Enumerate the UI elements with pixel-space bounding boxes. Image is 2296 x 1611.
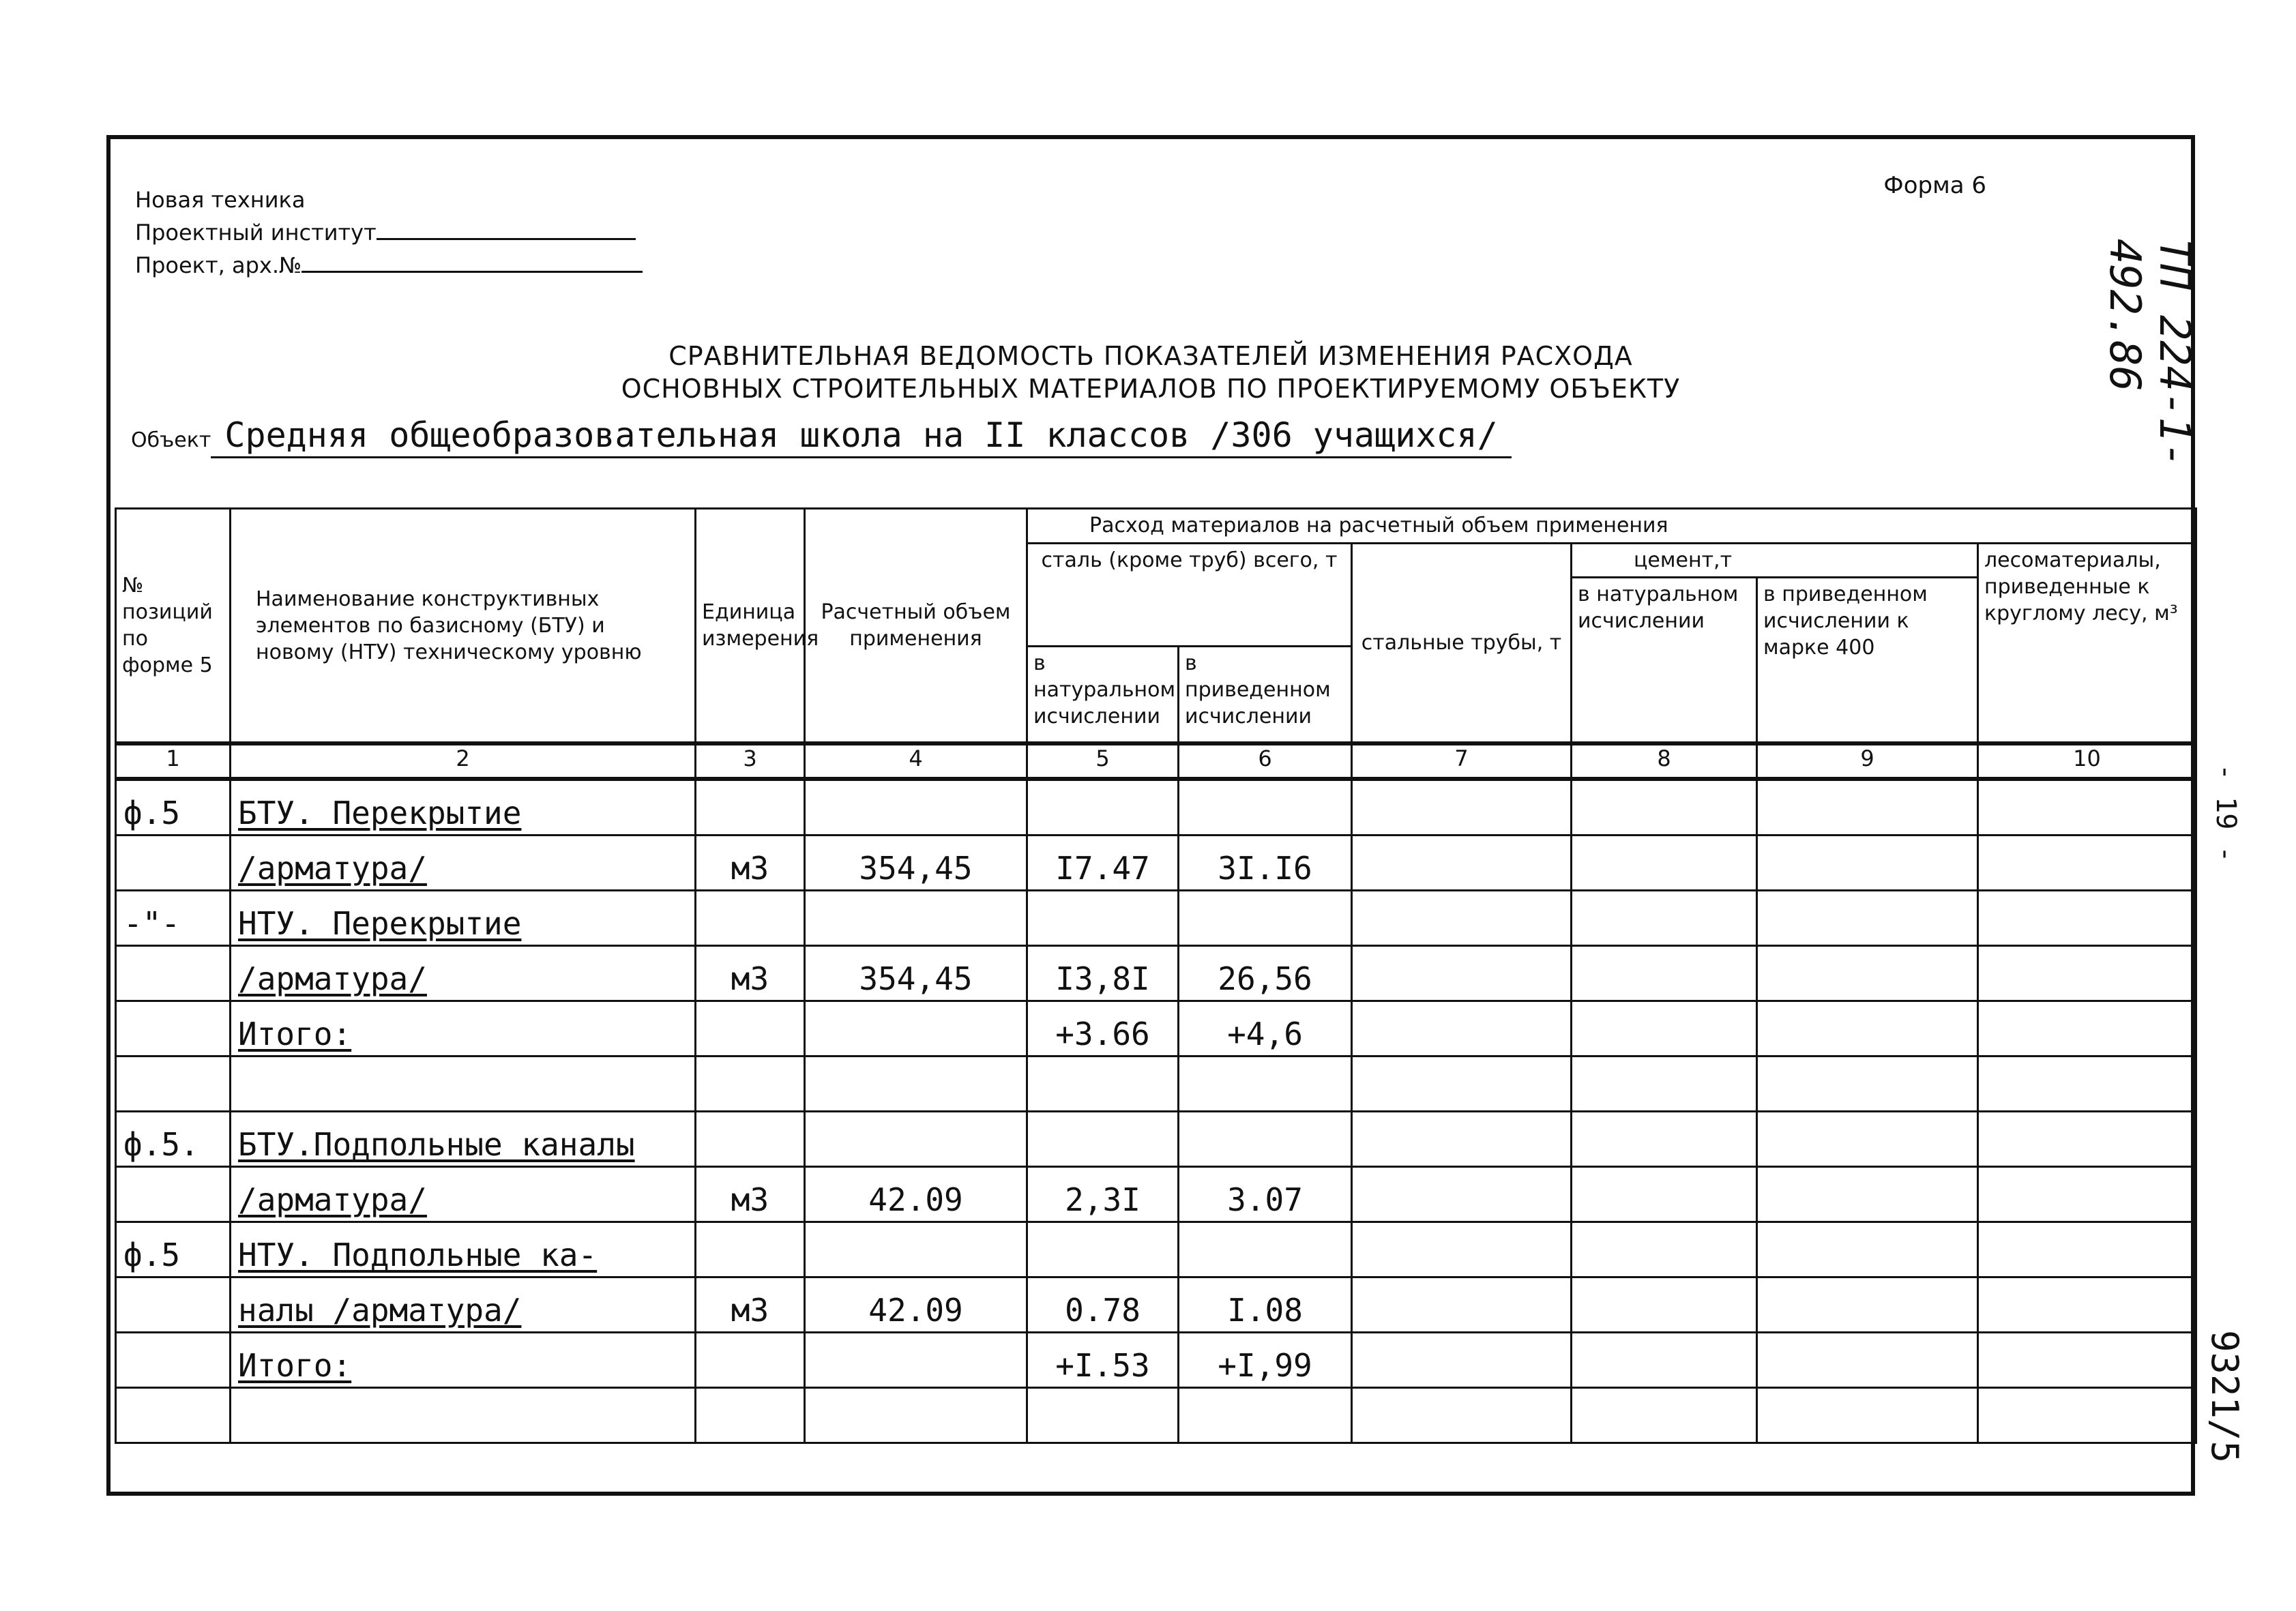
table-cell bbox=[116, 1056, 231, 1112]
table-cell bbox=[1572, 1333, 1757, 1388]
column-number: 7 bbox=[1352, 743, 1572, 779]
table-cell: 354,45 bbox=[805, 946, 1027, 1001]
table-cell: НТУ. Перекрытие bbox=[231, 891, 696, 946]
table-cell: +4,6 bbox=[1179, 1001, 1352, 1056]
table-cell bbox=[116, 1277, 231, 1333]
table-cell bbox=[1352, 1112, 1572, 1167]
table-cell bbox=[1352, 1333, 1572, 1388]
table-cell bbox=[805, 1001, 1027, 1056]
column-number: 2 bbox=[231, 743, 696, 779]
table-cell: /арматура/ bbox=[231, 1167, 696, 1222]
table-body bbox=[116, 779, 2196, 1443]
header-steel: сталь (кроме труб) всего, т bbox=[1027, 544, 1352, 647]
table-cell bbox=[696, 1001, 805, 1056]
table-cell bbox=[1757, 1333, 1978, 1388]
table-cell: БТУ. Перекрытие bbox=[231, 779, 696, 836]
column-number: 5 bbox=[1027, 743, 1179, 779]
table-row bbox=[116, 1001, 2196, 1056]
table-cell: 3.07 bbox=[1179, 1167, 1352, 1222]
table-cell bbox=[1572, 836, 1757, 891]
table-row bbox=[116, 946, 2196, 1001]
table-cell bbox=[1572, 1001, 1757, 1056]
header-line-3 bbox=[135, 252, 643, 278]
table-cell bbox=[805, 1333, 1027, 1388]
table-cell bbox=[1352, 1277, 1572, 1333]
table-cell bbox=[805, 1112, 1027, 1167]
table-row bbox=[116, 1388, 2196, 1443]
page-number: - 19 - bbox=[2210, 764, 2241, 863]
table-cell: 3I.I6 bbox=[1179, 836, 1352, 891]
table-cell: ф.5. bbox=[116, 1112, 231, 1167]
header-line-2 bbox=[135, 220, 636, 246]
materials-table bbox=[115, 507, 2197, 1444]
project-blank bbox=[301, 271, 643, 273]
table-cell bbox=[1978, 1056, 2196, 1112]
table-cell bbox=[1978, 1167, 2196, 1222]
document-number: 9321/5 bbox=[2203, 1330, 2246, 1464]
table-cell bbox=[1352, 891, 1572, 946]
sheet-code: ТП 224-1-492.86 bbox=[2100, 239, 2200, 468]
table-row bbox=[116, 891, 2196, 946]
table-cell bbox=[696, 1056, 805, 1112]
table-cell: 42.09 bbox=[805, 1167, 1027, 1222]
table-cell bbox=[116, 1388, 231, 1443]
project-label: Проект, арх.№ bbox=[135, 252, 302, 278]
table-row bbox=[116, 779, 2196, 836]
table-row bbox=[116, 1333, 2196, 1388]
header-steel-pipes: стальные трубы, т bbox=[1352, 544, 1572, 744]
table-cell bbox=[1572, 1167, 1757, 1222]
header-element-name: Наименование конструктивных элементов по базисному (БТУ) и новому (НТУ) техническому уровню bbox=[231, 509, 696, 744]
institute-blank bbox=[377, 238, 636, 240]
table-cell bbox=[1978, 1222, 2196, 1277]
table-cell bbox=[1027, 1222, 1179, 1277]
table-cell bbox=[1757, 1001, 1978, 1056]
table-cell bbox=[1757, 1277, 1978, 1333]
table-cell bbox=[1027, 1056, 1179, 1112]
form-frame bbox=[106, 135, 2195, 1496]
table-cell bbox=[1572, 779, 1757, 836]
table-cell bbox=[1027, 779, 1179, 836]
table-cell: I3,8I bbox=[1027, 946, 1179, 1001]
header-cement: цемент,т bbox=[1572, 544, 1978, 578]
table-cell: 2,3I bbox=[1027, 1167, 1179, 1222]
column-number: 4 bbox=[805, 743, 1027, 779]
table-cell bbox=[1757, 1222, 1978, 1277]
institute-label: Проектный институт bbox=[135, 220, 377, 246]
header-timber: лесоматериалы, приведенные к круглому лесу, м³ bbox=[1978, 544, 2196, 744]
table-cell bbox=[1978, 1001, 2196, 1056]
table-cell bbox=[805, 891, 1027, 946]
table-cell bbox=[1572, 1277, 1757, 1333]
column-numbers-row bbox=[116, 743, 2196, 779]
table-cell bbox=[696, 779, 805, 836]
table-row bbox=[116, 1056, 2196, 1112]
table-cell bbox=[696, 891, 805, 946]
table-cell bbox=[116, 1001, 231, 1056]
table-cell bbox=[1352, 1222, 1572, 1277]
table-cell bbox=[1572, 1388, 1757, 1443]
table-cell: -"- bbox=[116, 891, 231, 946]
table-cell: м3 bbox=[696, 946, 805, 1001]
table-cell: I.08 bbox=[1179, 1277, 1352, 1333]
table-cell bbox=[1978, 779, 2196, 836]
table-cell bbox=[1179, 891, 1352, 946]
table-cell bbox=[1352, 1167, 1572, 1222]
table-cell: 42.09 bbox=[805, 1277, 1027, 1333]
table-cell bbox=[1027, 1388, 1179, 1443]
object-row bbox=[131, 415, 1512, 458]
table-cell: I7.47 bbox=[1027, 836, 1179, 891]
header-consumption-group: Расход материалов на расчетный объем применения bbox=[1027, 509, 2196, 544]
header-steel-natural: в натуральном исчислении bbox=[1027, 647, 1179, 744]
table-cell bbox=[696, 1333, 805, 1388]
table-cell bbox=[1352, 836, 1572, 891]
table-cell bbox=[696, 1388, 805, 1443]
table-row bbox=[116, 1277, 2196, 1333]
table-cell: ф.5 bbox=[116, 1222, 231, 1277]
table-cell bbox=[1978, 1112, 2196, 1167]
table-cell: НТУ. Подпольные ка- bbox=[231, 1222, 696, 1277]
table-cell bbox=[1978, 1333, 2196, 1388]
column-number: 3 bbox=[696, 743, 805, 779]
table-cell bbox=[1757, 1112, 1978, 1167]
header-cement-reduced: в приведенном исчислении к марке 400 bbox=[1757, 578, 1978, 744]
table-cell bbox=[231, 1056, 696, 1112]
table-cell bbox=[1352, 1388, 1572, 1443]
table-cell: /арматура/ bbox=[231, 836, 696, 891]
column-number: 9 bbox=[1757, 743, 1978, 779]
table-cell bbox=[1352, 1056, 1572, 1112]
header-volume: Расчетный объем применения bbox=[805, 509, 1027, 744]
table-cell bbox=[1978, 836, 2196, 891]
table-cell bbox=[1572, 891, 1757, 946]
table-cell: Итого: bbox=[231, 1333, 696, 1388]
table-cell: +3.66 bbox=[1027, 1001, 1179, 1056]
column-number: 6 bbox=[1179, 743, 1352, 779]
table-cell: Итого: bbox=[231, 1001, 696, 1056]
table-cell: м3 bbox=[696, 836, 805, 891]
table-cell bbox=[1978, 891, 2196, 946]
table-cell: +I,99 bbox=[1179, 1333, 1352, 1388]
header-steel-reduced: в приведенном исчислении bbox=[1179, 647, 1352, 744]
table-cell bbox=[231, 1388, 696, 1443]
table-row bbox=[116, 1167, 2196, 1222]
header-unit: Единица измерения bbox=[696, 509, 805, 744]
table-cell: /арматура/ bbox=[231, 946, 696, 1001]
table-cell bbox=[1179, 1112, 1352, 1167]
table-cell bbox=[1179, 779, 1352, 836]
table-cell bbox=[1757, 946, 1978, 1001]
table-cell bbox=[1027, 1112, 1179, 1167]
table-row bbox=[116, 836, 2196, 891]
header-line-1: Новая техника bbox=[135, 187, 306, 213]
table-cell bbox=[1179, 1388, 1352, 1443]
table-cell bbox=[1757, 779, 1978, 836]
table-cell bbox=[1572, 1222, 1757, 1277]
table-cell bbox=[1757, 1056, 1978, 1112]
table-cell bbox=[1757, 836, 1978, 891]
table-row bbox=[116, 1222, 2196, 1277]
table-cell bbox=[805, 1222, 1027, 1277]
table-cell bbox=[1978, 946, 2196, 1001]
table-cell bbox=[696, 1222, 805, 1277]
title-line-2: ОСНОВНЫХ СТРОИТЕЛЬНЫХ МАТЕРИАЛОВ ПО ПРОЕКТИРУЕМОМУ ОБЪЕКТУ bbox=[621, 374, 1681, 404]
table-cell bbox=[1027, 891, 1179, 946]
column-number: 8 bbox=[1572, 743, 1757, 779]
object-name: Средняя общеобразовательная школа на II классов /306 учащихся/ bbox=[211, 415, 1511, 458]
table-row bbox=[116, 1112, 2196, 1167]
table-cell bbox=[805, 779, 1027, 836]
table-cell bbox=[1572, 1112, 1757, 1167]
table-cell bbox=[1757, 1388, 1978, 1443]
table-cell bbox=[1179, 1056, 1352, 1112]
table-cell: 0.78 bbox=[1027, 1277, 1179, 1333]
table-cell: ф.5 bbox=[116, 779, 231, 836]
table-cell bbox=[1572, 1056, 1757, 1112]
table-cell bbox=[1978, 1277, 2196, 1333]
table-cell bbox=[116, 1333, 231, 1388]
table-cell: м3 bbox=[696, 1167, 805, 1222]
table-cell bbox=[116, 946, 231, 1001]
table-cell: м3 bbox=[696, 1277, 805, 1333]
table-cell bbox=[1352, 1001, 1572, 1056]
table-cell bbox=[1352, 779, 1572, 836]
object-label: Объект bbox=[131, 428, 211, 452]
table-cell: 354,45 bbox=[805, 836, 1027, 891]
table-cell: налы /арматура/ bbox=[231, 1277, 696, 1333]
column-number: 1 bbox=[116, 743, 231, 779]
table-cell bbox=[805, 1388, 1027, 1443]
table-cell bbox=[116, 836, 231, 891]
header-position: № позиций по форме 5 bbox=[116, 509, 231, 744]
table-cell bbox=[1757, 1167, 1978, 1222]
table-cell bbox=[1179, 1222, 1352, 1277]
form-number: Форма 6 bbox=[1883, 172, 1986, 199]
table-cell bbox=[1757, 891, 1978, 946]
table-cell bbox=[1978, 1388, 2196, 1443]
table-cell: БТУ.Подпольные каналы bbox=[231, 1112, 696, 1167]
table-cell bbox=[696, 1112, 805, 1167]
column-number: 10 bbox=[1978, 743, 2196, 779]
table-cell: +I.53 bbox=[1027, 1333, 1179, 1388]
title-line-1: СРАВНИТЕЛЬНАЯ ВЕДОМОСТЬ ПОКАЗАТЕЛЕЙ ИЗМЕНЕНИЯ РАСХОДА bbox=[668, 341, 1633, 371]
header-cement-natural: в натуральном исчислении bbox=[1572, 578, 1757, 744]
table-cell bbox=[805, 1056, 1027, 1112]
table-cell bbox=[1572, 946, 1757, 1001]
table-cell bbox=[116, 1167, 231, 1222]
table-cell: 26,56 bbox=[1179, 946, 1352, 1001]
table-cell bbox=[1352, 946, 1572, 1001]
